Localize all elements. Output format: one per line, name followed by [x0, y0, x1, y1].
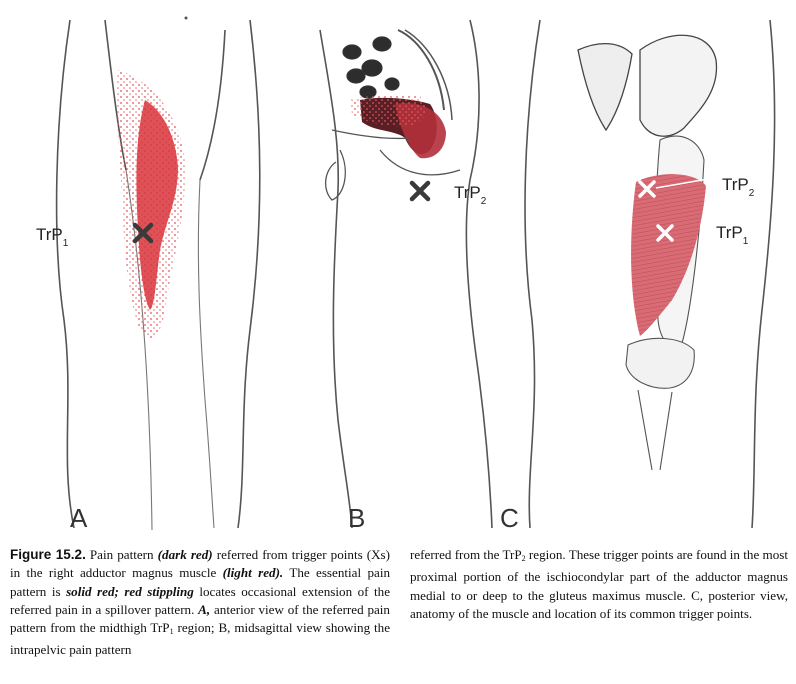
caption-text: Pain pattern	[85, 547, 158, 562]
trigger-point-x-b	[412, 183, 428, 199]
caption-left-column	[10, 546, 390, 660]
caption-text: region. These trigger points are found in the most proximal portion of the ischiocondylar part of the adductor magnus medial to or deep to the gluteus maximus muscle. C, posterior view, anatomy of the muscle and location of its common trigger points.	[410, 547, 788, 621]
trp-label-c-upper: TrP$_2$	[722, 175, 755, 199]
panel-b-spillover-pattern	[350, 95, 426, 127]
caption-emphasis: (dark red)	[157, 547, 213, 562]
panel-a-knee-line	[198, 180, 214, 528]
caption-text: anterior view of the referred pain pattern from the midthigh TrP	[10, 601, 390, 636]
trp-label-a: TrP$_1$	[36, 225, 69, 249]
panel-letter-a: A	[70, 503, 88, 533]
caption-text: The essential pain pattern is	[10, 565, 391, 599]
caption-text: locates occasional extension of the referred pain in a spillover pattern.	[10, 583, 391, 617]
pelvis-bone	[640, 35, 717, 136]
panel-a	[14, 12, 284, 533]
caption-emphasis: A,	[198, 601, 211, 617]
figure-caption	[0, 546, 796, 676]
caption-right-column	[410, 546, 788, 623]
caption-subscript: 2	[521, 554, 526, 563]
panel-letter-c: C	[500, 503, 519, 533]
caption-emphasis: solid red; red stippling	[66, 583, 194, 599]
caption-subscript: 1	[169, 627, 174, 637]
panel-letter-b: B	[348, 503, 366, 533]
trp-label-c-lower: TrP$_1$	[716, 223, 749, 247]
panel-b	[320, 20, 492, 533]
panel-c	[500, 20, 775, 533]
caption-text: referred from trigger points (Xs) in the right adductor magnus muscle	[10, 547, 391, 581]
figure-label: Figure 15.2.	[10, 547, 86, 562]
navel-mark	[185, 17, 188, 20]
caption-text: region; B, midsagittal view showing the intrapelvic pain pattern	[10, 620, 391, 658]
caption-text: referred from the TrP	[410, 547, 522, 562]
knee-bones	[626, 338, 694, 470]
sacrum-bone	[578, 44, 632, 130]
caption-emphasis: (light red).	[222, 565, 284, 581]
trp-label-b: TrP$_2$	[454, 183, 487, 207]
